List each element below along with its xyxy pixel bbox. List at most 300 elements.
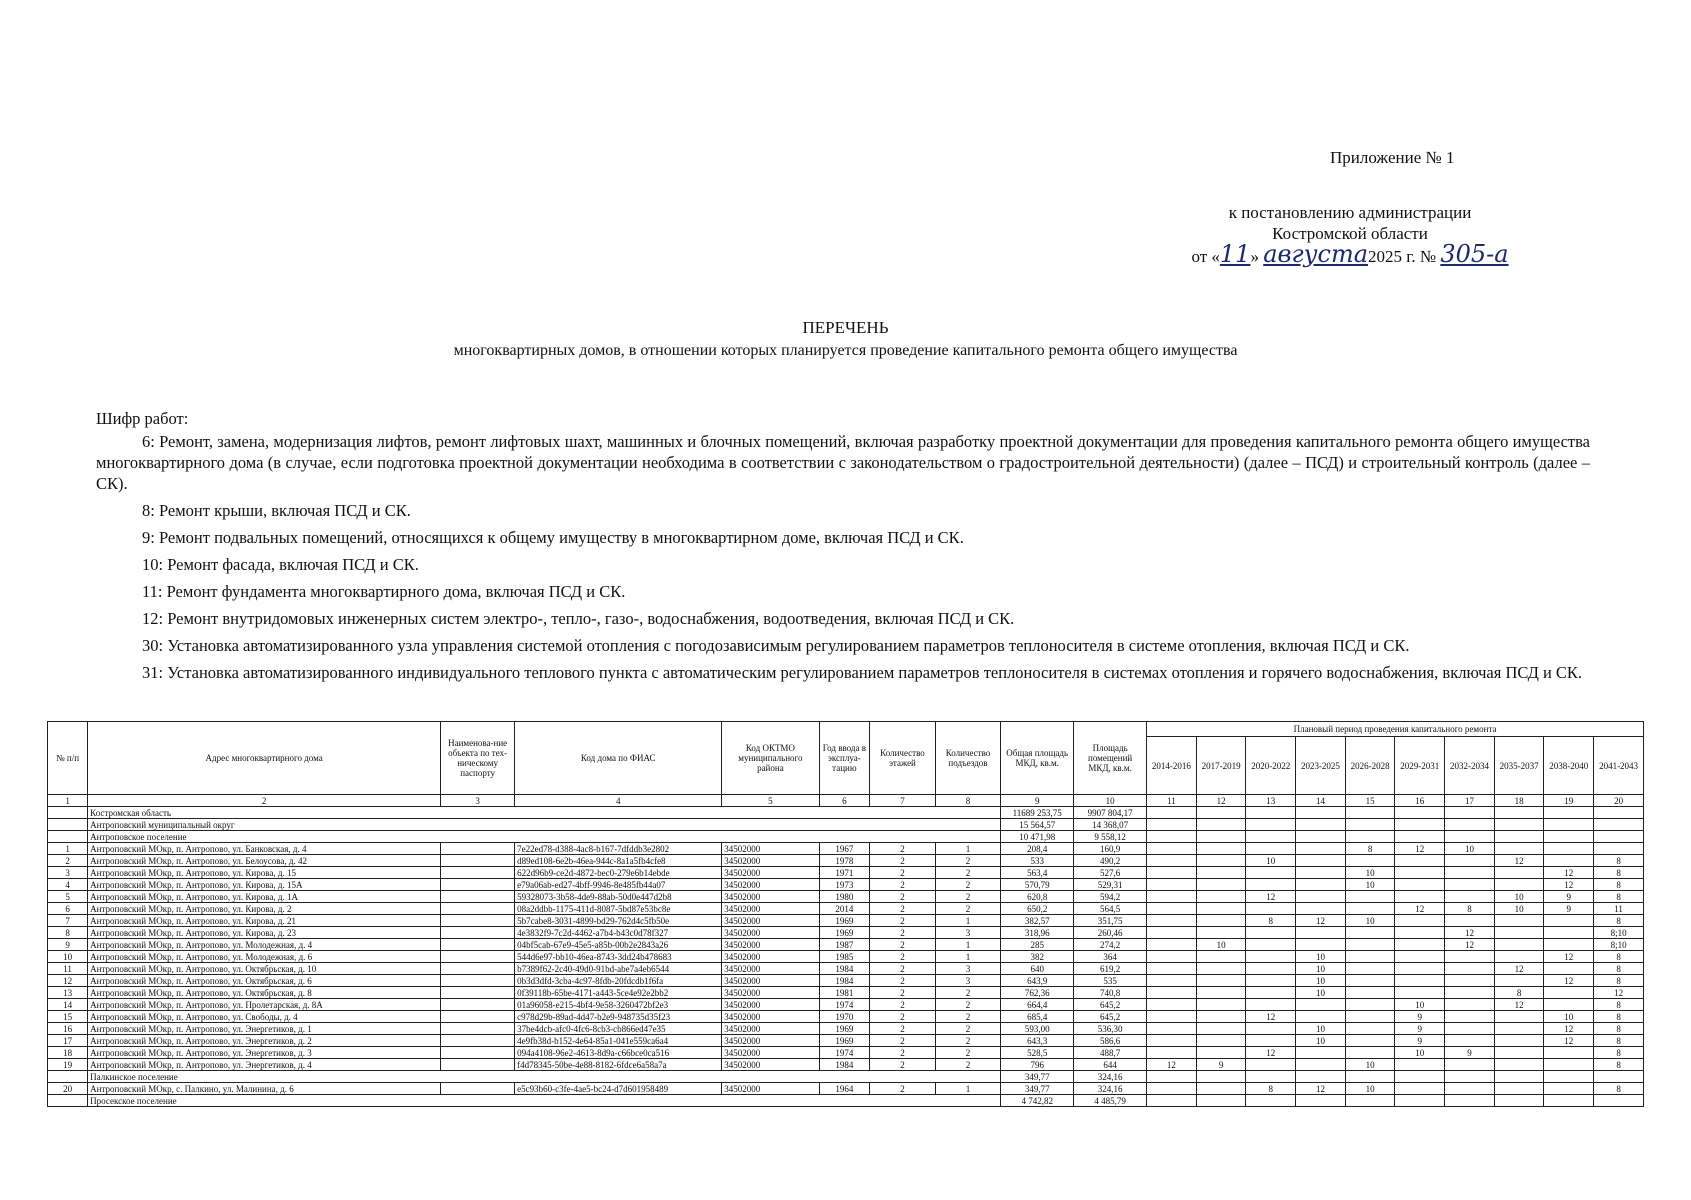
header-period-cell: 2032-2034	[1445, 737, 1495, 795]
row-period-code: 10	[1296, 1023, 1346, 1035]
row-period-code: 10	[1345, 1059, 1395, 1071]
row-passport	[441, 867, 515, 879]
row-period-code	[1147, 927, 1197, 939]
row-period-code	[1147, 1047, 1197, 1059]
group-area-rooms: 14 368,07	[1074, 819, 1147, 831]
row-floors: 2	[870, 963, 936, 975]
group-period-cell	[1594, 807, 1644, 819]
row-period-code	[1544, 987, 1594, 999]
row-period-code	[1147, 891, 1197, 903]
header-entrances: Количество подъездов	[935, 722, 1001, 795]
row-year: 1973	[819, 879, 870, 891]
row-period-code: 10	[1395, 1047, 1445, 1059]
row-period-code	[1147, 951, 1197, 963]
row-area-rooms: 564,5	[1074, 903, 1147, 915]
row-floors: 2	[870, 891, 936, 903]
row-period-code	[1544, 1083, 1594, 1095]
row-oktmo: 34502000	[722, 867, 819, 879]
header-period-cell: 2020-2022	[1246, 737, 1296, 795]
resolution-year: 2025 г. №	[1368, 247, 1437, 266]
row-period-code	[1345, 963, 1395, 975]
group-period-cell	[1296, 1095, 1346, 1107]
row-period-code: 10	[1345, 879, 1395, 891]
group-area-total: 4 742,82	[1001, 1095, 1074, 1107]
row-period-code	[1395, 975, 1445, 987]
row-period-code: 8	[1594, 1047, 1644, 1059]
row-oktmo: 34502000	[722, 1083, 819, 1095]
row-period-code	[1345, 987, 1395, 999]
buildings-table	[47, 721, 1644, 1107]
group-num-cell	[48, 831, 88, 843]
row-period-code	[1296, 879, 1346, 891]
row-period-code	[1196, 915, 1246, 927]
row-floors: 2	[870, 987, 936, 999]
row-oktmo: 34502000	[722, 879, 819, 891]
row-period-code	[1445, 855, 1495, 867]
row-fias: e5c93b60-c3fe-4ae5-bc24-d7d601958489	[515, 1083, 722, 1095]
row-area-total: 382,57	[1001, 915, 1074, 927]
header-period-cell: 2035-2037	[1494, 737, 1544, 795]
row-period-code	[1246, 987, 1296, 999]
row-period-code: 12	[1544, 1035, 1594, 1047]
row-year: 1971	[819, 867, 870, 879]
row-period-code: 10	[1296, 987, 1346, 999]
row-period-code: 12	[1494, 855, 1544, 867]
row-period-code: 8	[1594, 891, 1644, 903]
group-name-cell: Антроповское поселение	[88, 831, 1001, 843]
row-area-rooms: 594,2	[1074, 891, 1147, 903]
row-period-code	[1246, 843, 1296, 855]
row-period-code: 8	[1345, 843, 1395, 855]
row-period-code	[1246, 975, 1296, 987]
row-address: Антроповский МОкр, п. Антропово, ул. Свободы, д. 4	[88, 1011, 441, 1023]
row-period-code	[1445, 963, 1495, 975]
row-area-rooms: 527,6	[1074, 867, 1147, 879]
row-passport	[441, 1035, 515, 1047]
row-year: 1981	[819, 987, 870, 999]
row-floors: 2	[870, 1035, 936, 1047]
group-row	[48, 807, 1644, 819]
work-code-item: 6: Ремонт, замена, модернизация лифтов, ремонт лифтовых шахт, машинных и блочных помещений, включая разработку проектной документации для проведения капитального ремонта общего имущества многоквартирного дома (в случае, если подготовка проектной документации необходима в соответствии с законодательством о градостроительной деятельности) (далее – ПСД) и строительный контроль (далее – СК).	[96, 432, 1590, 493]
row-address: Антроповский МОкр, п. Антропово, ул. Молодежная, д. 4	[88, 939, 441, 951]
resolution-prefix: от «	[1191, 247, 1220, 266]
row-area-total: 285	[1001, 939, 1074, 951]
row-fias: e79a06ab-ed27-4bff-9946-8e485fb44a07	[515, 879, 722, 891]
table-row	[48, 879, 1644, 891]
row-num: 2	[48, 855, 88, 867]
row-passport	[441, 987, 515, 999]
row-floors: 2	[870, 903, 936, 915]
row-period-code: 9	[1196, 1059, 1246, 1071]
row-address: Антроповский МОкр, п. Антропово, ул. Октябрьская, д. 8	[88, 987, 441, 999]
work-code-item: 12: Ремонт внутридомовых инженерных систем электро-, тепло-, газо-, водоснабжения, водоотведения, включая ПСД и СК.	[142, 609, 1015, 628]
row-year: 1969	[819, 1023, 870, 1035]
group-period-cell	[1196, 819, 1246, 831]
header-year: Год ввода в эксплуа-тацию	[819, 722, 870, 795]
header-period-cell: 2014-2016	[1147, 737, 1197, 795]
row-period-code	[1345, 855, 1395, 867]
row-period-code: 10	[1345, 1083, 1395, 1095]
row-period-code	[1345, 999, 1395, 1011]
group-area-total: 10 471,98	[1001, 831, 1074, 843]
header-area-total: Общая площадь МКД, кв.м.	[1001, 722, 1074, 795]
group-period-cell	[1445, 1071, 1495, 1083]
row-passport	[441, 975, 515, 987]
row-area-rooms: 586,6	[1074, 1035, 1147, 1047]
row-entrances: 2	[935, 1047, 1001, 1059]
header-period-cell: 2038-2040	[1544, 737, 1594, 795]
row-period-code: 12	[1544, 975, 1594, 987]
row-period-code: 12	[1544, 867, 1594, 879]
group-area-total: 15 564,57	[1001, 819, 1074, 831]
group-period-cell	[1594, 1071, 1644, 1083]
row-period-code: 8	[1246, 1083, 1296, 1095]
row-passport	[441, 939, 515, 951]
row-period-code	[1296, 903, 1346, 915]
document-subtitle: многоквартирных домов, в отношении которых планируется проведение капитального ремонта общего имущества	[453, 342, 1238, 359]
row-period-code	[1445, 915, 1495, 927]
row-floors: 2	[870, 927, 936, 939]
row-num: 10	[48, 951, 88, 963]
row-address: Антроповский МОкр, п. Антропово, ул. Энергетиков, д. 1	[88, 1023, 441, 1035]
row-area-rooms: 351,75	[1074, 915, 1147, 927]
row-floors: 2	[870, 1047, 936, 1059]
group-num-cell	[48, 807, 88, 819]
row-floors: 2	[870, 1059, 936, 1071]
index-cell: 12	[1196, 795, 1246, 807]
row-period-code: 10	[1345, 915, 1395, 927]
row-year: 2014	[819, 903, 870, 915]
row-area-total: 533	[1001, 855, 1074, 867]
group-area-total: 349,77	[1001, 1071, 1074, 1083]
row-period-code: 8	[1594, 951, 1644, 963]
row-period-code	[1395, 951, 1445, 963]
row-address: Антроповский МОкр, п. Антропово, ул. Кирова, д. 15	[88, 867, 441, 879]
row-period-code	[1196, 1035, 1246, 1047]
row-period-code: 10	[1494, 891, 1544, 903]
resolution-mid: »	[1250, 247, 1259, 266]
row-floors: 2	[870, 951, 936, 963]
row-period-code	[1147, 843, 1197, 855]
row-fias: 094a4108-96e2-4613-8d9a-c66bce0ca516	[515, 1047, 722, 1059]
row-fias: d89ed108-6e2b-46ea-944c-8a1a5fb4cfe8	[515, 855, 722, 867]
row-period-code: 8	[1594, 855, 1644, 867]
row-period-code	[1147, 975, 1197, 987]
index-cell: 4	[515, 795, 722, 807]
row-period-code: 8	[1594, 867, 1644, 879]
row-area-rooms: 529,31	[1074, 879, 1147, 891]
row-period-code	[1196, 927, 1246, 939]
row-period-code: 8;10	[1594, 939, 1644, 951]
row-passport	[441, 891, 515, 903]
row-period-code	[1147, 855, 1197, 867]
header-oktmo: Код ОКТМО муниципального района	[722, 722, 819, 795]
group-period-cell	[1494, 1071, 1544, 1083]
resolution-block	[1140, 202, 1560, 267]
group-period-cell	[1345, 1071, 1395, 1083]
row-floors: 2	[870, 975, 936, 987]
group-row	[48, 819, 1644, 831]
row-period-code: 10	[1445, 843, 1495, 855]
row-num: 3	[48, 867, 88, 879]
group-period-cell	[1147, 1071, 1197, 1083]
row-period-code: 8	[1246, 915, 1296, 927]
row-entrances: 1	[935, 939, 1001, 951]
row-period-code: 12	[1296, 1083, 1346, 1095]
row-period-code: 10	[1544, 1011, 1594, 1023]
row-period-code	[1494, 1059, 1544, 1071]
header-area-rooms: Площадь помещений МКД, кв.м.	[1074, 722, 1147, 795]
row-period-code: 10	[1296, 975, 1346, 987]
row-address: Антроповский МОкр, п. Антропово, ул. Кирова, д. 1А	[88, 891, 441, 903]
group-period-cell	[1445, 807, 1495, 819]
row-period-code	[1246, 1023, 1296, 1035]
row-passport	[441, 999, 515, 1011]
group-period-cell	[1445, 819, 1495, 831]
row-period-code	[1296, 927, 1346, 939]
row-period-code: 10	[1296, 1035, 1346, 1047]
work-codes-heading: Шифр работ:	[96, 409, 189, 428]
row-period-code: 12	[1544, 1023, 1594, 1035]
row-num: 1	[48, 843, 88, 855]
row-area-total: 528,5	[1001, 1047, 1074, 1059]
row-oktmo: 34502000	[722, 999, 819, 1011]
row-period-code	[1296, 891, 1346, 903]
index-cell: 15	[1345, 795, 1395, 807]
group-period-cell	[1594, 819, 1644, 831]
header-fias: Код дома по ФИАС	[515, 722, 722, 795]
row-period-code	[1296, 1059, 1346, 1071]
row-floors: 2	[870, 1083, 936, 1095]
row-period-code: 12	[1544, 879, 1594, 891]
row-period-code	[1246, 951, 1296, 963]
group-period-cell	[1494, 1095, 1544, 1107]
row-period-code	[1494, 879, 1544, 891]
row-num: 5	[48, 891, 88, 903]
group-period-cell	[1296, 1071, 1346, 1083]
group-period-cell	[1594, 1095, 1644, 1107]
index-row	[48, 795, 1644, 807]
group-period-cell	[1594, 831, 1644, 843]
row-period-code	[1445, 975, 1495, 987]
row-floors: 2	[870, 1011, 936, 1023]
row-num: 15	[48, 1011, 88, 1023]
work-code-item: 9: Ремонт подвальных помещений, относящихся к общему имуществу в многоквартирном доме, включая ПСД и СК.	[142, 528, 964, 547]
row-passport	[441, 1059, 515, 1071]
row-floors: 2	[870, 855, 936, 867]
row-period-code	[1544, 927, 1594, 939]
table-row	[48, 891, 1644, 903]
row-entrances: 1	[935, 915, 1001, 927]
header-num: № п/п	[48, 722, 88, 795]
row-period-code: 12	[1246, 891, 1296, 903]
resolution-number: 305-а	[1440, 240, 1509, 268]
row-period-code: 8	[1594, 1011, 1644, 1023]
row-area-rooms: 619,2	[1074, 963, 1147, 975]
index-cell: 20	[1594, 795, 1644, 807]
row-period-code	[1395, 963, 1445, 975]
row-year: 1970	[819, 1011, 870, 1023]
group-num-cell	[48, 819, 88, 831]
row-address: Антроповский МОкр, п. Антропово, ул. Энергетиков, д. 4	[88, 1059, 441, 1071]
index-cell: 1	[48, 795, 88, 807]
row-address: Антроповский МОкр, п. Антропово, ул. Кирова, д. 23	[88, 927, 441, 939]
row-period-code	[1196, 891, 1246, 903]
row-period-code	[1345, 903, 1395, 915]
index-cell: 5	[722, 795, 819, 807]
group-name-cell: Палкинское поселение	[88, 1071, 1001, 1083]
row-period-code: 10	[1296, 951, 1346, 963]
row-period-code: 10	[1296, 963, 1346, 975]
row-area-rooms: 490,2	[1074, 855, 1147, 867]
row-num: 16	[48, 1023, 88, 1035]
row-period-code: 12	[1494, 963, 1544, 975]
row-entrances: 2	[935, 1011, 1001, 1023]
index-cell: 9	[1001, 795, 1074, 807]
row-area-total: 318,96	[1001, 927, 1074, 939]
resolution-month: августа	[1263, 240, 1369, 268]
row-period-code	[1147, 903, 1197, 915]
row-area-total: 650,2	[1001, 903, 1074, 915]
row-period-code: 9	[1395, 1011, 1445, 1023]
row-period-code	[1395, 867, 1445, 879]
row-num: 17	[48, 1035, 88, 1047]
row-address: Антроповский МОкр, п. Антропово, ул. Пролетарская, д. 8А	[88, 999, 441, 1011]
row-address: Антроповский МОкр, п. Антропово, ул. Октябрьская, д. 6	[88, 975, 441, 987]
row-period-code: 8	[1594, 1023, 1644, 1035]
work-code-item: 30: Установка автоматизированного узла управления системой отопления с погодозависимым регулированием параметров теплоносителя в системе отопления, включая ПСД и СК.	[142, 636, 1410, 655]
row-period-code	[1296, 1011, 1346, 1023]
row-year: 1978	[819, 855, 870, 867]
group-area-rooms: 9 558,12	[1074, 831, 1147, 843]
row-area-total: 570,79	[1001, 879, 1074, 891]
row-period-code	[1147, 987, 1197, 999]
header-passport: Наименова-ние объекта по тех-ническому паспорту	[441, 722, 515, 795]
row-year: 1967	[819, 843, 870, 855]
row-period-code	[1296, 843, 1346, 855]
row-period-code	[1196, 987, 1246, 999]
row-num: 7	[48, 915, 88, 927]
row-period-code	[1494, 1047, 1544, 1059]
row-period-code	[1196, 903, 1246, 915]
index-cell: 19	[1544, 795, 1594, 807]
header-period: Плановый период проведения капитального ремонта	[1147, 722, 1644, 737]
row-passport	[441, 963, 515, 975]
row-period-code	[1544, 843, 1594, 855]
row-period-code: 8	[1594, 879, 1644, 891]
row-period-code	[1147, 1023, 1197, 1035]
group-period-cell	[1147, 807, 1197, 819]
index-cell: 10	[1074, 795, 1147, 807]
table-row	[48, 1083, 1644, 1095]
row-period-code: 10	[1246, 855, 1296, 867]
row-fias: 0f39118b-65be-4171-a443-5ce4e92e2bb2	[515, 987, 722, 999]
row-period-code	[1246, 963, 1296, 975]
row-address: Антроповский МОкр, п. Антропово, ул. Молодежная, д. 6	[88, 951, 441, 963]
row-area-rooms: 535	[1074, 975, 1147, 987]
table-row	[48, 1047, 1644, 1059]
group-period-cell	[1147, 819, 1197, 831]
row-entrances: 2	[935, 879, 1001, 891]
row-area-total: 762,36	[1001, 987, 1074, 999]
row-passport	[441, 879, 515, 891]
group-period-cell	[1494, 819, 1544, 831]
row-period-code	[1544, 963, 1594, 975]
row-period-code	[1445, 1059, 1495, 1071]
row-period-code	[1345, 1035, 1395, 1047]
row-period-code	[1345, 1023, 1395, 1035]
index-cell: 11	[1147, 795, 1197, 807]
row-period-code	[1147, 1011, 1197, 1023]
row-period-code	[1196, 1011, 1246, 1023]
group-period-cell	[1246, 1071, 1296, 1083]
row-period-code	[1296, 855, 1346, 867]
row-entrances: 1	[935, 843, 1001, 855]
row-period-code: 12	[1296, 915, 1346, 927]
row-oktmo: 34502000	[722, 915, 819, 927]
row-area-total: 349,77	[1001, 1083, 1074, 1095]
row-period-code: 8	[1594, 1035, 1644, 1047]
row-entrances: 3	[935, 975, 1001, 987]
row-fias: f4d78345-50be-4e88-8182-6fdce6a58a7a	[515, 1059, 722, 1071]
row-area-total: 643,3	[1001, 1035, 1074, 1047]
group-period-cell	[1544, 1095, 1594, 1107]
group-period-cell	[1196, 1071, 1246, 1083]
row-num: 6	[48, 903, 88, 915]
row-year: 1987	[819, 939, 870, 951]
group-period-cell	[1395, 807, 1445, 819]
row-address: Антроповский МОкр, п. Антропово, ул. Кирова, д. 2	[88, 903, 441, 915]
row-period-code	[1147, 915, 1197, 927]
group-period-cell	[1494, 831, 1544, 843]
row-fias: 37be4dcb-afc0-4fc6-8cb3-cb866ed47e35	[515, 1023, 722, 1035]
group-name-cell: Антроповский муниципальный округ	[88, 819, 1001, 831]
group-period-cell	[1544, 831, 1594, 843]
row-period-code: 12	[1147, 1059, 1197, 1071]
row-period-code	[1445, 1023, 1495, 1035]
group-period-cell	[1345, 819, 1395, 831]
row-period-code: 8	[1494, 987, 1544, 999]
group-period-cell	[1196, 831, 1246, 843]
row-year: 1969	[819, 915, 870, 927]
row-period-code: 11	[1594, 903, 1644, 915]
row-fias: 4e3832f9-7c2d-4462-a7b4-b43c0d78f327	[515, 927, 722, 939]
row-period-code	[1345, 939, 1395, 951]
row-period-code	[1395, 879, 1445, 891]
group-period-cell	[1246, 831, 1296, 843]
row-period-code	[1345, 891, 1395, 903]
row-year: 1974	[819, 999, 870, 1011]
row-area-rooms: 160,9	[1074, 843, 1147, 855]
index-cell: 7	[870, 795, 936, 807]
row-oktmo: 34502000	[722, 891, 819, 903]
row-period-code	[1395, 927, 1445, 939]
group-period-cell	[1544, 1071, 1594, 1083]
index-cell: 16	[1395, 795, 1445, 807]
row-passport	[441, 951, 515, 963]
table-row	[48, 963, 1644, 975]
row-year: 1984	[819, 963, 870, 975]
row-period-code	[1246, 867, 1296, 879]
row-period-code: 8	[1594, 915, 1644, 927]
row-area-rooms: 740,8	[1074, 987, 1147, 999]
row-passport	[441, 1083, 515, 1095]
row-period-code: 9	[1544, 891, 1594, 903]
row-period-code: 9	[1445, 1047, 1495, 1059]
group-period-cell	[1147, 1095, 1197, 1107]
row-area-total: 664,4	[1001, 999, 1074, 1011]
group-area-rooms: 9907 804,17	[1074, 807, 1147, 819]
